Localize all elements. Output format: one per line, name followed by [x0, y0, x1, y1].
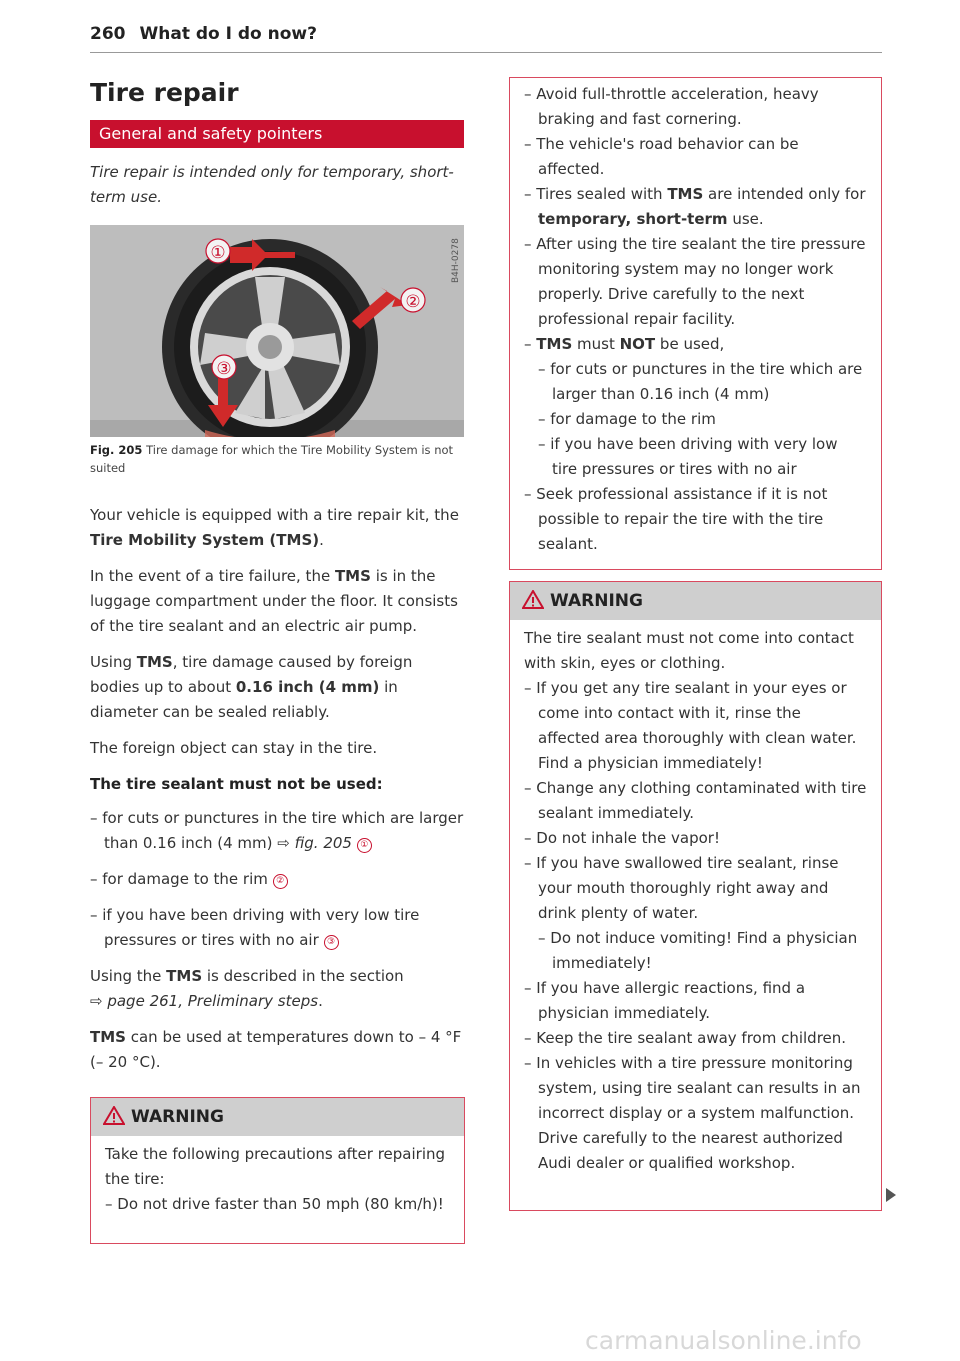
list-item: – If you have allergic reactions, find a physician immediately.	[524, 979, 806, 1022]
subheading: The tire sealant must not be used:	[90, 775, 383, 793]
paragraph-3: Using TMS, tire damage caused by foreign bodies up to about 0.16 inch (4 mm) in diameter can be sealed reliably.	[90, 653, 413, 721]
list-item: – Do not inhale the vapor!	[524, 829, 720, 847]
list-item: – Keep the tire sealant away from children.	[524, 1029, 847, 1047]
list-item: – Do not drive faster than 50 mph (80 km/h)!	[105, 1195, 444, 1213]
figure-label: Fig. 205	[90, 443, 143, 457]
warning-label: WARNING	[131, 1107, 224, 1127]
tire-figure	[90, 225, 464, 437]
page-title: Tire repair	[90, 78, 239, 107]
left-column	[90, 503, 466, 1086]
list-item: – Seek professional assistance if it is not possible to repair the tire with the tire sealant.	[524, 485, 828, 553]
paragraph-6: TMS can be used at temperatures down to – 4 °F (– 20 °C).	[90, 1028, 462, 1071]
warning-box-right	[509, 581, 882, 1211]
page-number: 260	[90, 24, 126, 44]
paragraph-2: In the event of a tire failure, the TMS is in the luggage compartment under the floor. It consists of the tire sealant and an electric air pump.	[90, 567, 458, 635]
callout-2: ②	[405, 292, 421, 312]
list-item: – If you get any tire sealant in your eyes or come into contact with it, rinse the affected area thoroughly with clean water. Find a physician immediately!	[524, 679, 857, 772]
page-reference-link[interactable]: ⇨ page 261, Preliminary steps	[90, 992, 319, 1010]
sub-list-item: – if you have been driving with very low tire pressures or tires with no air	[538, 435, 838, 478]
list-item: – Avoid full-throttle acceleration, heavy braking and fast cornering.	[524, 85, 819, 128]
warning-header	[510, 582, 881, 620]
paragraph-1: Your vehicle is equipped with a tire repair kit, the Tire Mobility System (TMS).	[90, 506, 459, 549]
intro-text: Tire repair is intended only for temporary, short-term use.	[90, 163, 454, 206]
sub-list-item: – for cuts or punctures in the tire which are larger than 0.16 inch (4 mm)	[538, 360, 863, 403]
callout-1: ①	[210, 243, 226, 263]
figure-caption-text: Tire damage for which the Tire Mobility System is not suited	[90, 443, 454, 475]
list-item: – If you have swallowed tire sealant, rinse your mouth thoroughly right away and drink plenty of water.	[524, 854, 839, 922]
list-item: – The vehicle's road behavior can be affected.	[524, 135, 799, 178]
figure-code: B4H-0278	[451, 238, 461, 283]
sub-list-item: – for damage to the rim	[538, 410, 716, 428]
list-item: – After using the tire sealant the tire pressure monitoring system may no longer work properly. Drive carefully to the next professional repair facility.	[524, 235, 866, 328]
list-item: – Change any clothing contaminated with tire sealant immediately.	[524, 779, 867, 822]
warning-label: WARNING	[550, 591, 643, 611]
list-item: – TMS must NOT be used,	[524, 335, 725, 353]
list-item: – for damage to the rim ②	[90, 867, 466, 892]
list-item: – Tires sealed with TMS are intended only for temporary, short-term use.	[524, 185, 866, 228]
warning-text: Take the following precautions after repairing the tire:	[105, 1145, 446, 1188]
section-banner: General and safety pointers	[90, 120, 464, 148]
list-item: – In vehicles with a tire pressure monitoring system, using tire sealant can results in an incorrect display or a system malfunction. Drive carefully to the nearest authorized Audi dealer or qualified workshop.	[524, 1054, 861, 1172]
header-rule	[90, 52, 882, 53]
warning-box-left	[90, 1097, 465, 1244]
warning-triangle-icon	[522, 590, 544, 609]
tire-illustration	[90, 225, 464, 437]
continued-warning-box	[509, 77, 882, 570]
figure-reference-link[interactable]: ⇨ fig. 205	[277, 834, 352, 852]
paragraph-5: Using the TMS is described in the section ⇨ page 261, Preliminary steps.	[90, 967, 404, 1010]
callout-3: ③	[216, 359, 232, 379]
page-header	[90, 24, 317, 44]
section-title: What do I do now?	[139, 24, 317, 44]
warning-triangle-icon	[103, 1106, 125, 1125]
continue-arrow-icon	[886, 1188, 896, 1202]
figure-caption	[90, 441, 464, 477]
watermark: carmanualsonline.info	[585, 1326, 862, 1355]
list-item: – if you have been driving with very low tire pressures or tires with no air ③	[90, 906, 420, 949]
warning-header	[91, 1098, 464, 1136]
paragraph-4: The foreign object can stay in the tire.	[90, 739, 378, 757]
list-item: – for cuts or punctures in the tire which are larger than 0.16 inch (4 mm) ⇨ fig. 205 ①	[90, 809, 464, 852]
warning-text: The tire sealant must not come into contact with skin, eyes or clothing.	[524, 629, 854, 672]
sub-list-item: – Do not induce vomiting! Find a physician immediately!	[538, 929, 858, 972]
